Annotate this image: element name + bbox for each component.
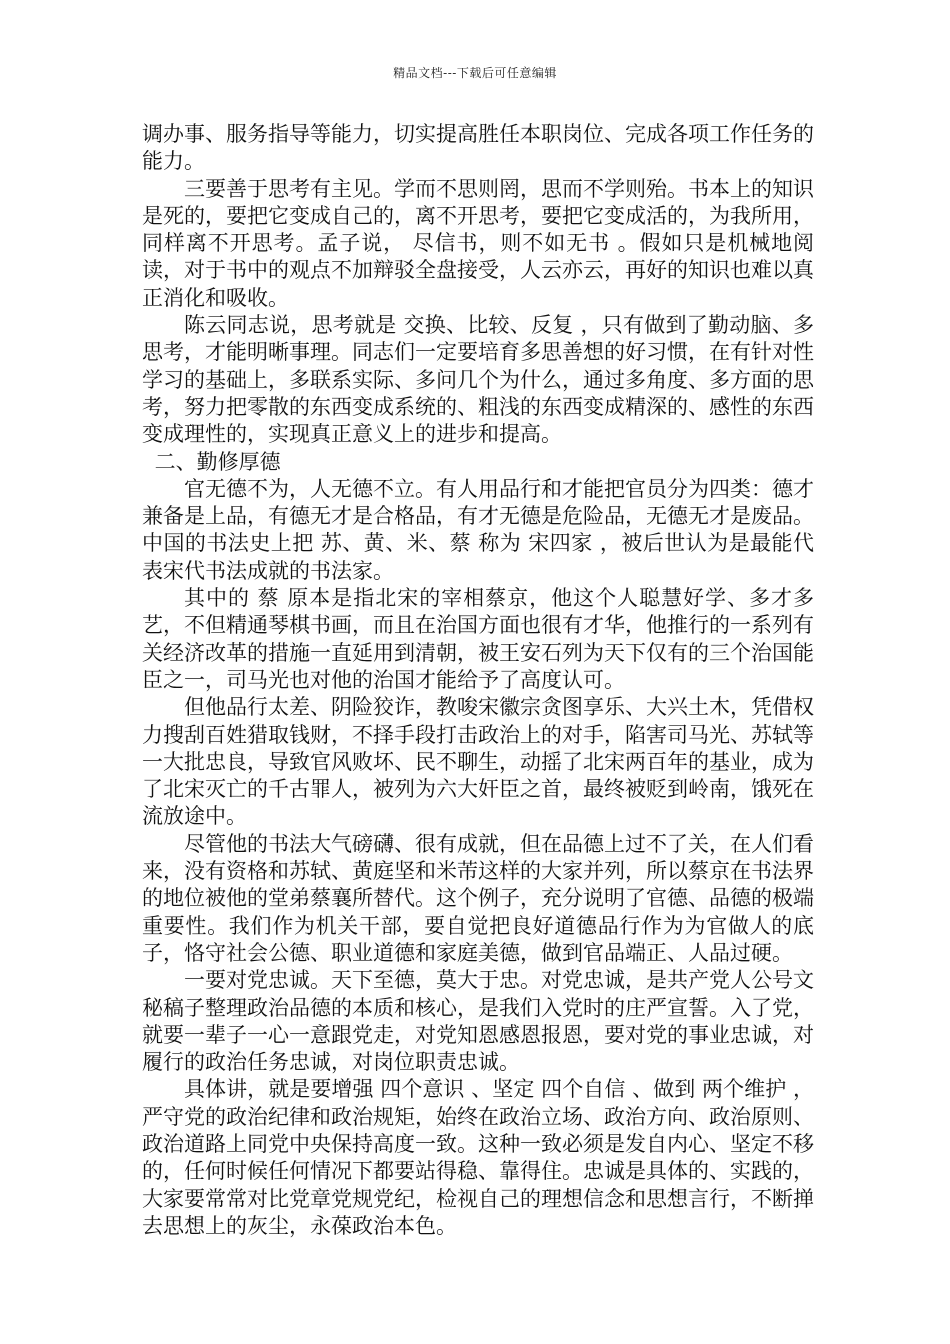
paragraph-continuation: 调办事、服务指导等能力，切实提高胜任本职岗位、完成各项工作任务的能力。 (142, 122, 814, 174)
paragraph: 其中的 蔡 原本是指北宋的宰相蔡京，他这个人聪慧好学、多才多艺，不但精通琴棋书画，而且在治国方面也很有才华，他推行的一系列有关经济改革的措施一直延用到清朝，被王安石列为天下仅有的三个治国能臣之一，司马光也对他的治国才能给予了高度认可。 (142, 586, 814, 692)
paragraph: 陈云同志说，思考就是 交换、比较、反复 ，只有做到了勤动脑、多思考，才能明晰事理。同志们一定要培育多思善想的好习惯，在有针对性学习的基础上，多联系实际、多问几个为什么，通过多角度、多方面的思考，努力把零散的东西变成系统的、粗浅的东西变成精深的、感性的东西变成理性的，实现真正意义上的进步和提高。 (142, 313, 814, 447)
page-header: 精品文档---下载后可任意编辑 (393, 66, 557, 80)
paragraph: 尽管他的书法大气磅礴、很有成就，但在品德上过不了关，在人们看来，没有资格和苏轼、黄庭坚和米芾这样的大家并列，所以蔡京在书法界的地位被他的堂弟蔡襄所替代。这个例子，充分说明了官德、品德的极端重要性。我们作为机关干部，要自觉把良好道德品行作为为官做人的底子，恪守社会公德、职业道德和家庭美德，做到官品端正、人品过硬。 (142, 831, 814, 965)
document-body (142, 121, 814, 1240)
paragraph: 三要善于思考有主见。学而不思则罔，思而不学则殆。书本上的知识是死的，要把它变成自己的，离不开思考，要把它变成活的，为我所用，同样离不开思考。孟子说， 尽信书，则不如无书 。假如只是机械地阅读，对于书中的观点不加辩驳全盘接受，人云亦云，再好的知识也难以真正消化和吸收。 (142, 176, 814, 310)
paragraph: 但他品行太差、阴险狡诈，教唆宋徽宗贪图享乐、大兴土木，凭借权力搜刮百姓猎取钱财，不择手段打击政治上的对手，陷害司马光、苏轼等一大批忠良，导致官风败坏、民不聊生，动摇了北宋两百年的基业，成为了北宋灭亡的千古罪人，被列为六大奸臣之首，最终被贬到岭南，饿死在流放途中。 (142, 695, 814, 829)
paragraph: 一要对党忠诚。天下至德，莫大于忠。对党忠诚，是共产党人公号文秘稿子整理政治品德的本质和核心，是我们入党时的庄严宣誓。入了党，就要一辈子一心一意跟党走，对党知恩感恩报恩，要对党的事业忠诚，对履行的政治任务忠诚，对岗位职责忠诚。 (142, 968, 814, 1075)
paragraph: 官无德不为，人无德不立。有人用品行和才能把官员分为四类：德才兼备是上品，有德无才是合格品，有才无德是危险品，无德无才是废品。中国的书法史上把 苏、黄、米、蔡 称为 宋四家 ，被后世认为是最能代表宋代书法成就的书法家。 (142, 476, 814, 583)
paragraph: 具体讲，就是要增强 四个意识 、坚定 四个自信 、做到 两个维护 ，严守党的政治纪律和政治规矩，始终在政治立场、政治方向、政治原则、政治道路上同党中央保持高度一致。这种一致必须是发自内心、坚定不移的，任何时候任何情况下都要站得稳、靠得住。忠诚是具体的、实践的，大家要常常对比党章党规党纪，检视自己的理想信念和思想言行，不断掸去思想上的灰尘，永葆政治本色。 (142, 1077, 814, 1238)
section-heading: 二、勤修厚德 (154, 449, 281, 474)
